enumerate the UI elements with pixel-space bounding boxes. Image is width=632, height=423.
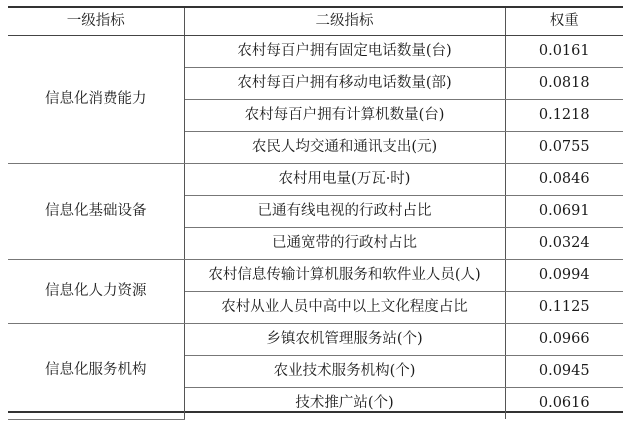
table-body [8, 36, 623, 420]
indicator-name: 农民人均交通和通讯支出(元) [184, 132, 505, 164]
weight-value: 0.0691 [505, 196, 623, 228]
weight-value: 0.1218 [505, 100, 623, 132]
table-row [8, 324, 623, 356]
header-level2: 二级指标 [184, 8, 505, 36]
table-row [8, 260, 623, 292]
indicator-name: 农村信息传输计算机服务和软件业人员(人) [184, 260, 505, 292]
weight-value: 0.0994 [505, 260, 623, 292]
group-name: 信息化服务机构 [8, 324, 184, 420]
indicator-name: 农村每百户拥有移动电话数量(部) [184, 68, 505, 100]
weight-value: 0.1125 [505, 292, 623, 324]
weight-value: 0.0818 [505, 68, 623, 100]
indicator-name: 乡镇农机管理服务站(个) [184, 324, 505, 356]
weight-value: 0.0161 [505, 36, 623, 68]
indicator-name: 农村从业人员中高中以上文化程度占比 [184, 292, 505, 324]
indicator-name: 农村用电量(万瓦·时) [184, 164, 505, 196]
header-level1: 一级指标 [8, 8, 184, 36]
header-row [8, 8, 623, 36]
group-name: 信息化人力资源 [8, 260, 184, 324]
indicator-table-frame [8, 6, 623, 413]
indicator-name: 已通有线电视的行政村占比 [184, 196, 505, 228]
weight-value: 0.0846 [505, 164, 623, 196]
indicator-name: 已通宽带的行政村占比 [184, 228, 505, 260]
indicator-name: 农村每百户拥有固定电话数量(台) [184, 36, 505, 68]
weight-value: 0.0945 [505, 356, 623, 388]
table-header [8, 8, 623, 36]
group-name: 信息化基础设备 [8, 164, 184, 260]
header-weight: 权重 [505, 8, 623, 36]
group-name: 信息化消费能力 [8, 36, 184, 164]
weight-value: 0.0966 [505, 324, 623, 356]
weight-value: 0.0616 [505, 388, 623, 420]
table-row [8, 36, 623, 68]
table-row [8, 164, 623, 196]
indicator-table [8, 8, 623, 420]
weight-value: 0.0755 [505, 132, 623, 164]
weight-value: 0.0324 [505, 228, 623, 260]
indicator-name: 农村每百户拥有计算机数量(台) [184, 100, 505, 132]
indicator-name: 农业技术服务机构(个) [184, 356, 505, 388]
indicator-name: 技术推广站(个) [184, 388, 505, 420]
